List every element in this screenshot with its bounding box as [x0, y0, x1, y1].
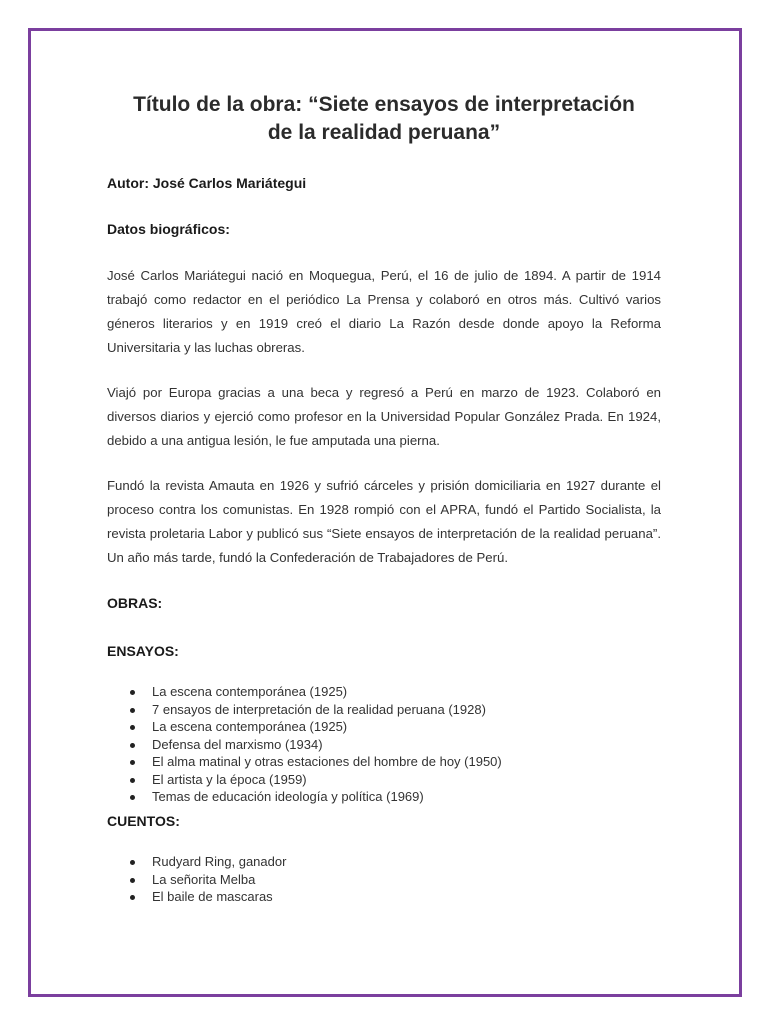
- bullet-icon: [130, 878, 135, 883]
- bullet-icon: [130, 743, 135, 748]
- bullet-icon: [130, 778, 135, 783]
- list-item-text: La escena contemporánea (1925): [152, 719, 348, 734]
- document-title-line-2: de la realidad peruana”: [267, 121, 501, 144]
- bullet-icon: [130, 860, 135, 865]
- list-item: [107, 771, 502, 789]
- cuentos-list: [107, 853, 286, 906]
- obras-heading: OBRAS:: [107, 595, 163, 611]
- list-item-text: 7 ensayos de interpretación de la realidad peruana (1928): [152, 701, 486, 717]
- bullet-icon: [130, 725, 135, 730]
- document-title: [107, 91, 661, 147]
- list-item: [107, 718, 502, 736]
- list-item-text: La señorita Melba: [152, 871, 256, 887]
- list-item: [107, 701, 502, 719]
- ensayos-heading: ENSAYOS:: [107, 643, 179, 659]
- cuentos-heading: CUENTOS:: [107, 813, 180, 829]
- list-item: [107, 736, 502, 754]
- list-item-text: El baile de mascaras: [152, 889, 273, 904]
- ensayos-list: [107, 683, 502, 806]
- bullet-icon: [130, 795, 135, 800]
- bio-paragraph-3: Fundó la revista Amauta en 1926 y sufrió cárceles y prisión domiciliaria en 1927 durante el proceso contra los comunistas. En 1928 rompió con el APRA, fundó el Partido Socialista, la revista proletaria Labor y publicó sus “Siete ensayos de interpretación de la realidad peruana”. Un año más tarde, fundó la Confederación de Trabajadores de Perú.: [107, 478, 661, 565]
- bio-paragraph-2: Viajó por Europa gracias a una beca y regresó a Perú en marzo de 1923. Colaboró en diversos diarios y ejerció como profesor en la Universidad Popular González Prada. En 1924, debido a una antigua lesión, le fue amputada una pierna.: [107, 385, 661, 448]
- bio-paragraph-1: José Carlos Mariátegui nació en Moquegua, Perú, el 16 de julio de 1894. A partir de 1914 trabajó como redactor en el periódico La Prensa y colaboró en otros más. Cultivó varios géneros literarios y en 1919 creó el diario La Razón desde donde apoyo la Reforma Universitaria y las luchas obreras.: [107, 268, 661, 355]
- bullet-icon: [130, 895, 135, 900]
- list-item: [107, 888, 286, 906]
- list-item-text: El alma matinal y otras estaciones del hombre de hoy (1950): [152, 754, 502, 769]
- bullet-icon: [130, 708, 135, 713]
- bullet-icon: [130, 760, 135, 765]
- list-item-text: Defensa del marxismo (1934): [152, 736, 323, 752]
- list-item-text: Temas de educación ideología y política (1969): [152, 789, 424, 804]
- list-item-text: El artista y la época (1959): [152, 771, 307, 787]
- bullet-icon: [130, 690, 135, 695]
- list-item: [107, 853, 286, 871]
- list-item: [107, 871, 286, 889]
- list-item: [107, 753, 502, 771]
- list-item-text: Rudyard Ring, ganador: [152, 854, 287, 869]
- list-item: [107, 683, 502, 701]
- document-title-line-1: Título de la obra: “Siete ensayos de interpretación: [133, 93, 635, 116]
- list-item: [107, 788, 502, 806]
- list-item-text: La escena contemporánea (1925): [152, 684, 348, 699]
- author-line: Autor: José Carlos Mariátegui: [107, 175, 307, 191]
- bio-heading: Datos biográficos:: [107, 221, 230, 237]
